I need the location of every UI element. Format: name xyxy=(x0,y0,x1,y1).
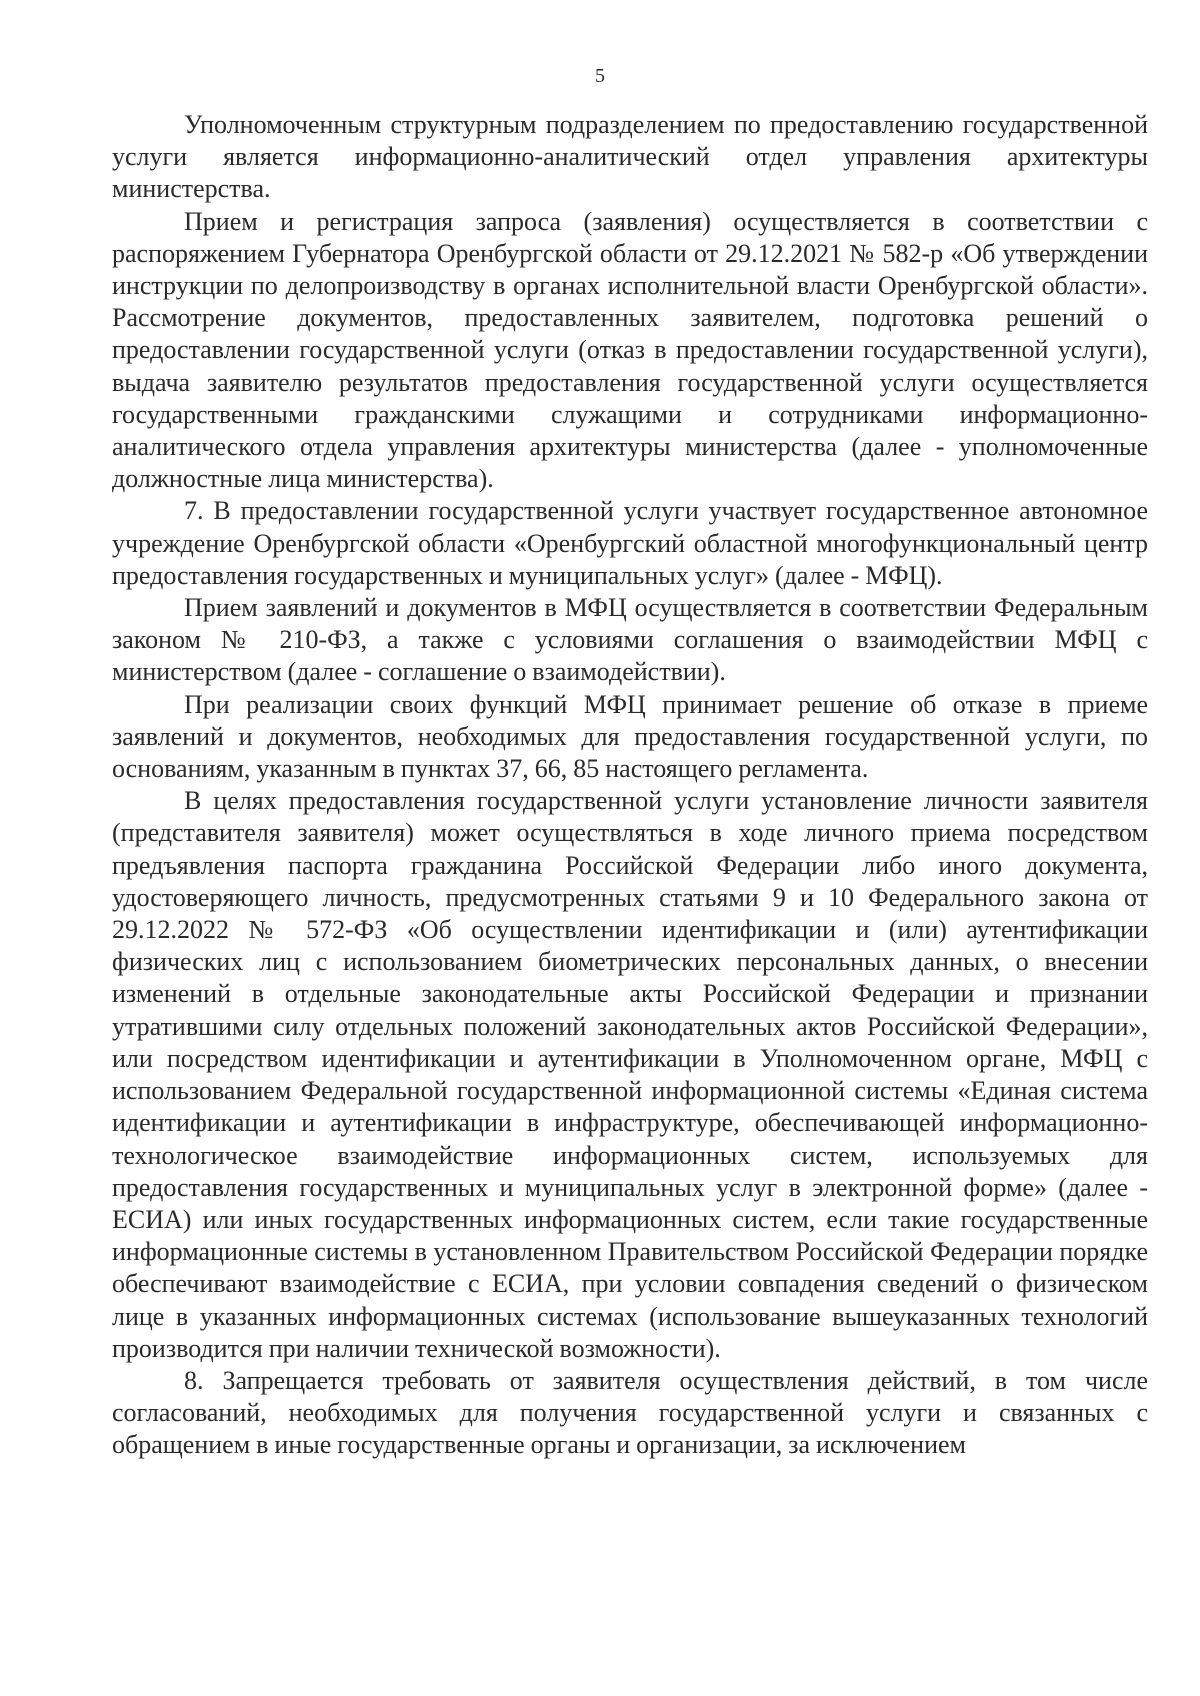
paragraph-mfc-reception: Прием заявлений и документов в МФЦ осуществляется в соответствии Федеральным законом № 210-ФЗ, а также с условиями соглашения о взаимодействии МФЦ с министерством (далее - соглашение о взаимодействии). xyxy=(112,593,1148,687)
paragraph-mfc-refusal: При реализации своих функций МФЦ принимает решение об отказе в приеме заявлений и документов, необходимых для предоставления государственной услуги, по основаниям, указанным в пунктах 37, 66, 85 настоящего регламента. xyxy=(112,689,1148,784)
paragraph-identity-verification: В целях предоставления государственной услуги установление личности заявителя (представителя заявителя) может осуществляться в ходе личного приема посредством предъявления паспорта гражданина Российской Федерации либо иного документа, удостоверяющего личность, предусмотренных статьями 9 и 10 Федерального закона от 29.12.2022 № 572-ФЗ «Об осуществлении идентификации и (или) аутентификации физических лиц с использованием биометрических персональных данных, о внесении изменений в отдельные законодательные акты Российской Федерации и признании утратившими силу отдельных положений законодательных актов Российской Федерации», или посредством идентификации и аутентификации в Уполномоченном органе, МФЦ с использованием Федеральной государственной информационной системы «Единая система идентификации и аутентификации в инфраструктуре, обеспечивающей информационно-технологическое взаимодействие информационных систем, используемых для предоставления государственных и муниципальных услуг в электронной форме» (далее - ЕСИА) или иных государственных информационных систем, если такие государственные информационные системы в установленном Правительством Российской Федерации порядке обеспечивают взаимодействие с ЕСИА, при условии совпадения сведений о физическом лице в указанных информационных системах (использование вышеуказанных технологий производится при наличии технической возможности). xyxy=(112,786,1148,1363)
page-number: 5 xyxy=(595,65,605,87)
paragraph-request-registration: Прием и регистрация запроса (заявления) осуществляется в соответствии с распоряжением Губернатора Оренбургской области от 29.12.2021 № 582-р «Об утверждении инструкции по делопроизводству в органах исполнительной власти Оренбургской области». Рассмотрение документов, предоставленных заявителем, подготовка решений о предоставлении государственной услуги (отказ в предоставлении государственной услуги), выдача заявителю результатов предоставления государственной услуги осуществляется государственными гражданскими служащими и сотрудниками информационно-аналитического отдела управления архитектуры министерства (далее - уполномоченные должностные лица министерства). xyxy=(112,206,1148,494)
paragraph-item-8-prohibition: 8. Запрещается требовать от заявителя осуществления действий, в том числе согласований, необходимых для получения государственной услуги и связанных с обращением в иные государственные органы и организации, за исключением xyxy=(112,1365,1148,1460)
document-body xyxy=(112,109,1148,1462)
paragraph-item-7-mfc: 7. В предоставлении государственной услуги участвует государственное автономное учреждение Оренбургской области «Оренбургский областной многофункциональный центр предоставления государственных и муниципальных услуг» (далее - МФЦ). xyxy=(112,496,1148,590)
paragraph-authorized-department: Уполномоченным структурным подразделением по предоставлению государственной услуги является информационно-аналитический отдел управления архитектуры министерства. xyxy=(112,110,1148,204)
